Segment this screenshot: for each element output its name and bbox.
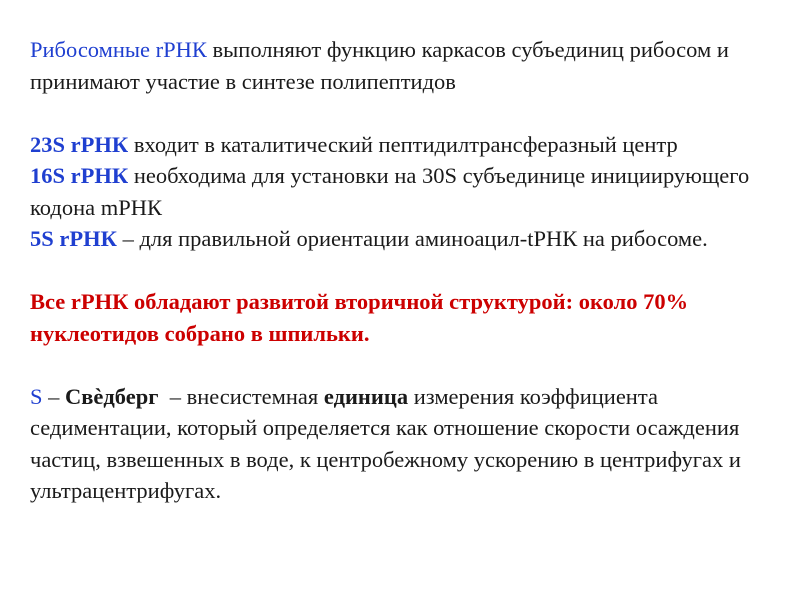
paragraph-rrna-types [30,129,780,255]
term-23s-rrna: 23S rРНК [30,131,129,157]
svedberg-definition: измерения коэффициента седиментации, который определяется как отношение скорости осаждения частиц, взвешенных в воде, к центробежному ускорению в центрифугах и ультрацентрифугах. [30,383,741,503]
spacer [30,97,780,129]
term-unit: единица [323,383,409,409]
desc-23s-rrna: входит в каталитический пептидилтрансферазный центр [128,131,678,157]
term-5s-rrna: 5S rРНК [30,226,117,251]
paragraph-svedberg [30,381,780,507]
symbol-s: S [30,383,43,409]
desc-16s-rrna: необходима для установки на 30S субъединице инициирующего кодона mРНК [30,163,750,220]
paragraph-ribosomal-rrna [30,34,780,97]
svedberg-dash: – [42,383,66,409]
paragraph-secondary-structure: Все rРНК обладают развитой вторичной структурой: около 70% нуклеотидов собрано в шпильки. [30,289,689,346]
desc-5s-rrna: – для правильной ориентации аминоацил-tРНК на рибосоме. [116,226,708,251]
svedberg-mid-text: – внесистемная [158,383,324,409]
ribosomal-rrna-description: выполняют функцию каркасов субъединиц рибосом и принимают участие в синтезе полипептидов [30,37,729,94]
spacer [30,255,780,287]
term-16s-rrna: 16S rРНК [30,163,129,188]
spacer [30,349,780,381]
term-svedberg: Свѐдберг [65,383,159,409]
term-ribosomal-rrna: Рибосомные rРНК [30,37,207,62]
